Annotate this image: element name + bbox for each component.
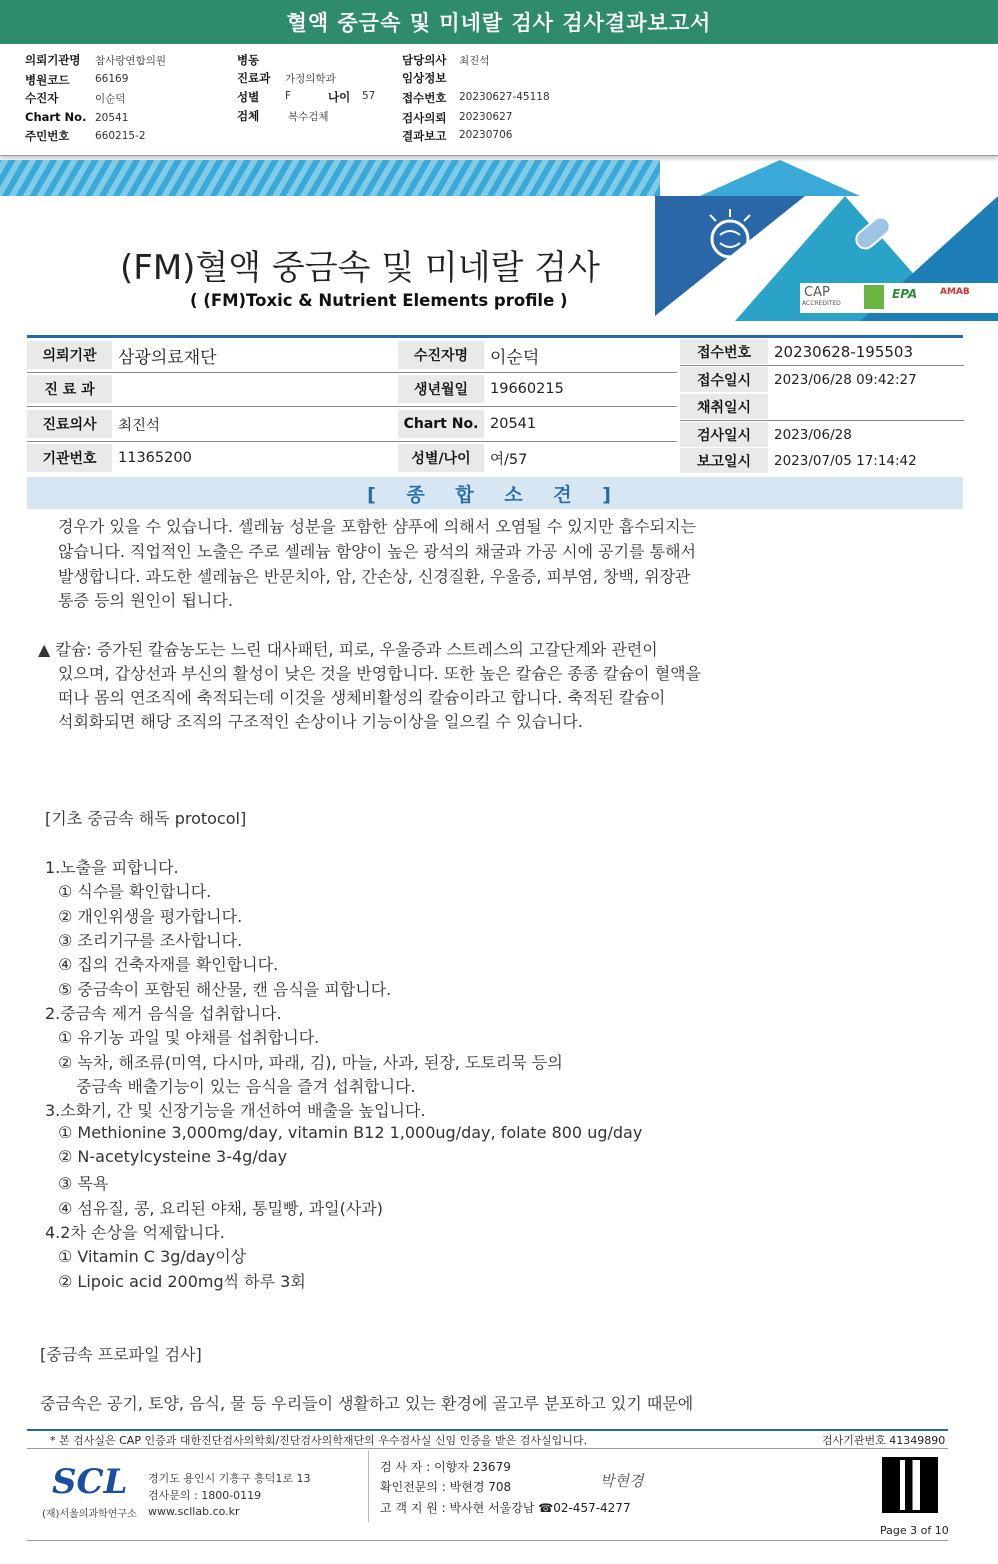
field-label: 수진자명	[398, 341, 484, 369]
body-line: ③ 조리기구를 조사합니다.	[58, 931, 243, 950]
body-line: 않습니다. 직업적인 노출은 주로 셀레늄 함양이 높은 광석의 채굴과 가공 시에 공기를 통해서	[58, 542, 696, 561]
brain-icon	[695, 205, 765, 265]
body-line: 3.소화기, 간 및 신장기능을 개선하여 배출을 높입니다.	[45, 1101, 426, 1120]
field-label: 진료의사	[27, 410, 112, 438]
scl-logo-subtitle: (재)서울의과학연구소	[42, 1509, 137, 1520]
body-line: ① Vitamin C 3g/day이상	[58, 1247, 247, 1266]
info-key: 병동	[237, 53, 260, 67]
body-line: ④ 집의 건축자재를 확인합니다.	[58, 955, 279, 974]
body-line: ▲ 칼슘: 증가된 칼슘농도는 느린 대사패턴, 피로, 우울증과 스트레스의 고갈단계와 관련이	[38, 640, 658, 659]
body-line: ③ 목욕	[58, 1174, 109, 1193]
body-line: ② 개인위생을 평가합니다.	[58, 907, 243, 926]
field-label: 보고일시	[680, 448, 768, 473]
epa-logo: EPA	[892, 287, 918, 301]
info-value: 66169	[95, 73, 129, 85]
field-label: 검사일시	[680, 422, 768, 447]
info-key: 결과보고	[402, 129, 447, 143]
info-value: 20541	[95, 112, 129, 124]
lab-website: www.scllab.co.kr	[148, 1505, 240, 1518]
decorative-triangle	[700, 160, 860, 196]
body-line: 발생합니다. 과도한 셀레늄은 반문치아, 암, 간손상, 신경질환, 우울증, 피부염, 창백, 위장관	[58, 567, 691, 586]
info-value: 참사랑연합의원	[95, 55, 167, 67]
section-divider	[27, 335, 963, 338]
row-divider	[27, 406, 677, 407]
info-key: 접수번호	[402, 91, 447, 105]
decorative-stripe	[0, 160, 660, 196]
field-value: 이순덕	[484, 341, 677, 369]
field-label: 채취일시	[680, 394, 768, 419]
info-key: 임상정보	[402, 71, 447, 85]
field-label: 기관번호	[27, 444, 112, 472]
field-label: 접수번호	[680, 339, 768, 364]
body-line: ④ 섬유질, 콩, 요리된 야채, 통밀빵, 과일(사과)	[58, 1199, 383, 1218]
info-value: 20230627-45118	[459, 91, 550, 103]
field-value	[112, 375, 397, 403]
row-divider	[680, 420, 964, 421]
info-key: 진료과	[237, 71, 271, 85]
footer-divider	[27, 1429, 948, 1431]
body-line: ① 식수를 확인합니다.	[58, 882, 212, 901]
qr-code-icon	[882, 1457, 938, 1513]
footer-divider	[27, 1540, 948, 1541]
lab-address: 경기도 용인시 기흥구 흥덕1로 13	[148, 1472, 311, 1485]
info-value: 57	[362, 90, 376, 102]
info-key: Chart No.	[25, 110, 87, 124]
body-line: 떠나 몸의 연조직에 축적되는데 이것을 생체비활성의 칼슘이라고 합니다. 축적된 칼슘이	[58, 688, 666, 707]
field-label: Chart No.	[398, 410, 484, 438]
body-line: 1.노출을 피합니다.	[45, 858, 179, 877]
row-divider	[27, 441, 677, 442]
top-info-panel	[0, 44, 998, 156]
amab-logo: AMAB	[940, 287, 970, 297]
info-key: 수진자	[25, 91, 59, 105]
info-value: 최진석	[459, 55, 490, 67]
support-info: 고 객 지 원 : 박사현 서울강남 ☎02-457-4277	[380, 1501, 631, 1515]
body-line: ② 녹차, 해조류(미역, 다시마, 파래, 김), 마늘, 사과, 된장, 도토리묵 등의	[58, 1053, 563, 1072]
section-heading: [기초 중금속 해독 protocol]	[45, 809, 247, 828]
field-label: 접수일시	[680, 367, 768, 392]
field-value: 최진석	[112, 410, 397, 438]
report-subtitle: ( (FM)Toxic & Nutrient Elements profile )	[190, 291, 568, 310]
info-key: 검체	[237, 109, 260, 123]
body-line: 경우가 있을 수 있습니다. 셀레늄 성분을 포함한 샴푸에 의해서 오염될 수 있지만 흡수되지는	[58, 517, 696, 536]
info-key: 나이	[328, 90, 351, 104]
field-value: 20541	[484, 410, 677, 438]
body-line: 중금속은 공기, 토양, 음식, 물 등 우리들이 생활하고 있는 환경에 골고루 분포하고 있기 때문에	[40, 1394, 694, 1413]
info-value: 660215-2	[95, 130, 146, 142]
info-value: 20230706	[459, 129, 513, 141]
body-line: ⑤ 중금속이 포함된 해산물, 캔 음식을 피합니다.	[58, 980, 392, 999]
field-label: 생년월일	[398, 375, 484, 403]
info-value: 가정의학과	[285, 73, 336, 85]
field-value: 11365200	[112, 444, 397, 472]
info-key: 검사의뢰	[402, 111, 447, 125]
field-value: 2023/06/28	[768, 422, 964, 447]
body-line: ② N-acetylcysteine 3-4g/day	[58, 1147, 288, 1166]
field-label: 의뢰기관	[27, 341, 112, 369]
page-number: Page 3 of 10	[880, 1524, 949, 1537]
row-divider	[27, 372, 677, 373]
row-divider	[680, 365, 964, 366]
accreditation-logos	[800, 283, 998, 313]
report-title: (FM)혈액 중금속 및 미네랄 검사	[120, 248, 600, 288]
cap-logo-sub: ACCREDITED	[802, 300, 841, 307]
field-value: 삼광의료재단	[112, 341, 397, 369]
body-line: 4.2차 손상을 억제합니다.	[45, 1223, 225, 1242]
body-line: ① 유기농 과일 및 야채를 섭취합니다.	[58, 1028, 320, 1047]
specialist-info: 확인전문의 : 박현경 708	[380, 1480, 512, 1494]
info-key: 담당의사	[402, 53, 447, 67]
body-line: ① Methionine 3,000mg/day, vitamin B12 1,000ug/day, folate 800 ug/day	[58, 1123, 643, 1142]
info-key: 주민번호	[25, 129, 70, 143]
field-label: 성별/나이	[398, 444, 484, 472]
signature: 박현경	[600, 1472, 644, 1490]
field-value: 여/57	[484, 444, 677, 472]
report-header-title: 혈액 중금속 및 미네랄 검사 검사결과보고서	[0, 0, 998, 44]
accreditation-note: * 본 검사실은 CAP 인증과 대한진단검사의학회/진단검사의학재단의 우수검사실 신임 인증을 받은 검사실입니다.	[50, 1434, 588, 1447]
field-value: 19660215	[484, 375, 677, 403]
body-line: 중금속 배출기능이 있는 음식을 즐겨 섭취합니다.	[76, 1077, 416, 1096]
info-key: 의뢰기관명	[25, 53, 81, 67]
body-line: 통증 등의 원인이 됩니다.	[58, 591, 233, 610]
section-heading: [중금속 프로파일 검사]	[40, 1345, 202, 1364]
footer-divider	[27, 1448, 948, 1449]
info-value: 20230627	[459, 111, 513, 123]
field-value	[768, 394, 964, 419]
body-line: 2.중금속 제거 음식을 섭취합니다.	[45, 1004, 282, 1023]
info-value: 복수검체	[288, 111, 329, 123]
info-key: 병원코드	[25, 73, 70, 87]
summary-heading: [ 종 합 소 견 ]	[27, 477, 963, 509]
field-label: 진 료 과	[27, 375, 112, 403]
tester-info: 검 사 자 : 이향자 23679	[380, 1460, 511, 1474]
body-line: 있으며, 갑상선과 부신의 활성이 낮은 것을 반영합니다. 또한 높은 칼슘은 종종 칼슘이 혈액을	[58, 664, 702, 683]
lab-number: 검사기관번호 41349890	[822, 1434, 946, 1447]
body-line: 석회화되면 해당 조직의 구조적인 손상이나 기능이상을 일으킬 수 있습니다.	[58, 712, 583, 731]
capsule-icon	[848, 208, 898, 258]
scl-logo: SCL	[52, 1462, 128, 1502]
info-value: F	[285, 90, 292, 102]
body-line: ② Lipoic acid 200mg씩 하루 3회	[58, 1272, 306, 1291]
field-value: 2023/07/05 17:14:42	[768, 448, 964, 473]
field-value: 2023/06/28 09:42:27	[768, 367, 964, 392]
lab-phone: 검사문의 : 1800-0119	[148, 1489, 262, 1502]
field-value: 20230628-195503	[768, 339, 964, 364]
info-key: 성별	[237, 90, 260, 104]
info-value: 이순덕	[95, 93, 126, 105]
lm-logo	[864, 285, 884, 309]
cap-logo: CAP	[804, 285, 830, 300]
footer-vdivider	[368, 1450, 369, 1522]
